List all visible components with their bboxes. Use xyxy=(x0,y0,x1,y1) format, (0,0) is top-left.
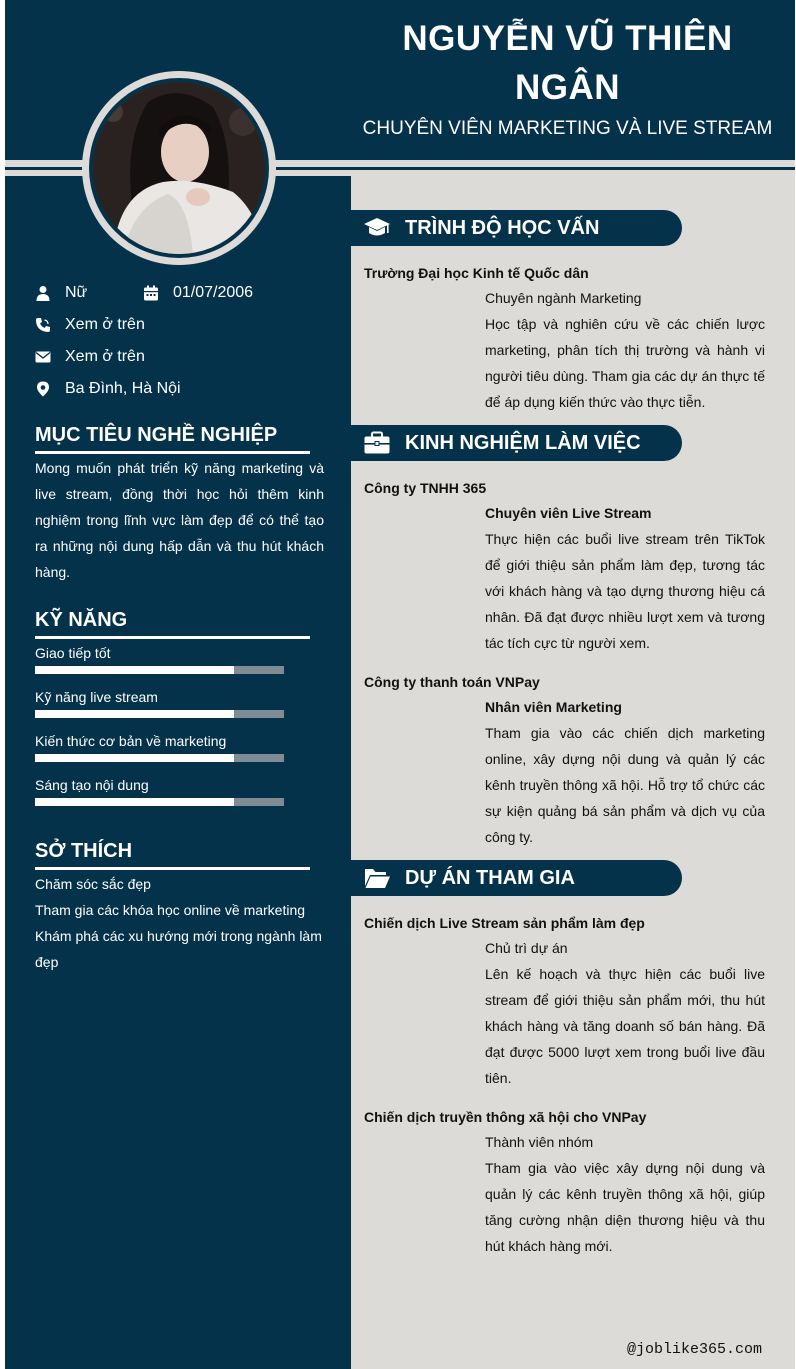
skill-bar xyxy=(35,710,284,718)
phone-row xyxy=(35,315,145,335)
experience-header xyxy=(351,425,682,461)
education-title: TRÌNH ĐỘ HỌC VẤN xyxy=(405,217,600,239)
skill-bar-fill xyxy=(35,710,234,718)
calendar-icon xyxy=(143,285,159,301)
candidate-name-line1: NGUYỄN VŨ THIÊN xyxy=(402,19,733,58)
gender-value: Nữ xyxy=(65,284,88,301)
briefcase-icon xyxy=(363,431,391,455)
cv-page xyxy=(5,0,795,1369)
address-row xyxy=(35,379,181,399)
hobby-item: Khám phá các xu hướng mới trong ngành làm đẹp xyxy=(35,928,322,970)
experience-desc: Thực hiện các buổi live stream trên TikTok để giới thiệu sản phẩm làm đẹp, tương tác với khách hàng và tạo dựng thương hiệu cá nhân. Đã đạt được nhiều lượt xem và tương tác tích cực từ người xem. xyxy=(485,531,765,651)
folder-open-icon xyxy=(363,866,391,890)
birthday-value: 01/07/2006 xyxy=(173,284,254,301)
skill-bar xyxy=(35,798,284,806)
project-name: Chiến dịch truyền thông xã hội cho VNPay xyxy=(364,1109,647,1125)
graduation-cap-icon xyxy=(363,216,391,240)
objective-text: Mong muốn phát triển kỹ năng marketing và live stream, đồng thời học hỏi thêm kinh nghiệm trong lĩnh vực làm đẹp để có thể tạo ra những nội dung hấp dẫn và thu hút khách hàng. xyxy=(35,460,324,580)
experience-title: KINH NGHIỆM LÀM VIỆC xyxy=(405,432,641,454)
major: Chuyên ngành Marketing xyxy=(485,290,642,306)
skill-label: Giao tiếp tốt xyxy=(35,645,111,661)
address-value: Ba Đình, Hà Nội xyxy=(65,380,181,397)
skills-title: KỸ NĂNG xyxy=(35,609,128,631)
project-role: Chủ trì dự án xyxy=(485,940,568,956)
project-name: Chiến dịch Live Stream sản phẩm làm đẹp xyxy=(364,915,645,931)
skill-label: Kỹ năng live stream xyxy=(35,689,158,705)
skill-bar xyxy=(35,666,284,674)
skill-bar-fill xyxy=(35,798,234,806)
candidate-name-line2: NGÂN xyxy=(514,68,621,107)
hobbies-rule xyxy=(35,867,310,870)
candidate-name xyxy=(355,14,780,112)
skill-bar-fill xyxy=(35,666,234,674)
company-name: Công ty thanh toán VNPay xyxy=(364,674,540,690)
skill-bar xyxy=(35,754,284,762)
skill-label: Sáng tạo nội dung xyxy=(35,777,149,793)
hobby-item: Chăm sóc sắc đẹp xyxy=(35,876,151,892)
email-row xyxy=(35,347,145,367)
footer-watermark: @joblike365.com xyxy=(627,1341,763,1358)
experience-desc: Tham gia vào các chiến dịch marketing online, xây dựng nội dung và quản lý các kênh truyền thông xã hội. Hỗ trợ tổ chức các sự kiện quảng bá sản phẩm và dịch vụ của công ty. xyxy=(485,725,765,845)
education-desc: Học tập và nghiên cứu về các chiến lược marketing, phân tích thị trường và hành vi người tiêu dùng. Tham gia các dự án thực tế để áp dụng kiến thức vào thực tiễn. xyxy=(485,316,765,410)
envelope-icon xyxy=(35,349,51,365)
projects-title: DỰ ÁN THAM GIA xyxy=(405,867,575,889)
project-desc: Tham gia vào việc xây dựng nội dung và quản lý các kênh truyền thông xã hội, giúp tăng cường nhận diện thương hiệu và thu hút khách hàng mới. xyxy=(485,1160,765,1254)
job-title: CHUYÊN VIÊN MARKETING VÀ LIVE STREAM xyxy=(362,118,773,139)
project-desc: Lên kế hoạch và thực hiện các buổi live stream để giới thiệu sản phẩm mới, thu hút khách hàng và tăng doanh số bán hàng. Đã đạt được 5000 lượt xem trong buổi live đầu tiên. xyxy=(485,966,765,1086)
avatar xyxy=(93,82,265,254)
skill-bar-fill xyxy=(35,754,234,762)
birthday-row xyxy=(143,283,253,303)
phone-value: Xem ở trên xyxy=(65,316,145,333)
email-value: Xem ở trên xyxy=(65,348,145,365)
avatar-photo xyxy=(93,82,265,254)
school-name: Trường Đại học Kinh tế Quốc dân xyxy=(364,265,589,281)
project-role: Thành viên nhóm xyxy=(485,1134,594,1150)
skill-label: Kiến thức cơ bản về marketing xyxy=(35,733,227,749)
projects-header xyxy=(351,860,682,896)
phone-icon xyxy=(35,317,51,333)
objective-rule xyxy=(35,451,310,454)
map-pin-icon xyxy=(35,381,51,397)
position: Nhân viên Marketing xyxy=(485,699,622,715)
company-name: Công ty TNHH 365 xyxy=(364,480,487,496)
gender-row xyxy=(35,283,87,303)
objective-title: MỤC TIÊU NGHỀ NGHIỆP xyxy=(35,424,278,446)
skills-rule xyxy=(35,636,310,639)
hobbies-title: SỞ THÍCH xyxy=(35,840,133,862)
education-header xyxy=(351,210,682,246)
position: Chuyên viên Live Stream xyxy=(485,505,652,521)
user-icon xyxy=(35,285,51,301)
hobby-item: Tham gia các khóa học online về marketing xyxy=(35,902,306,918)
